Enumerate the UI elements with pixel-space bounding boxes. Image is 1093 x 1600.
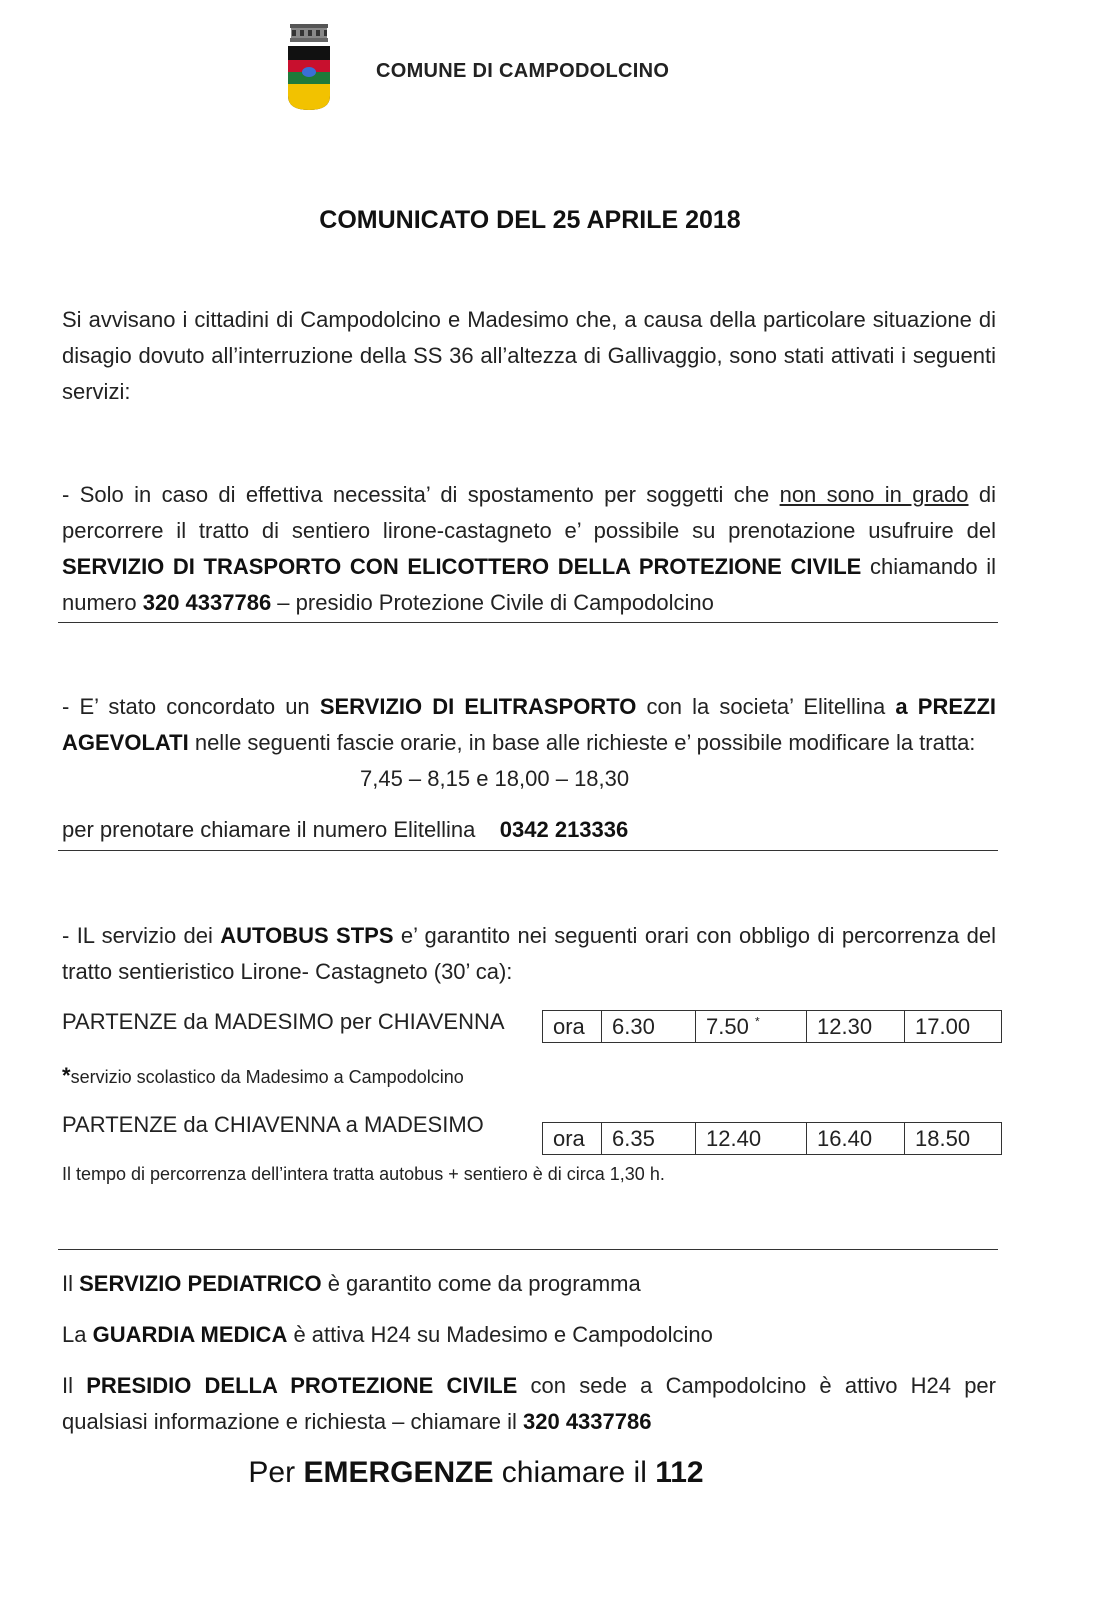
intro-paragraph: Si avvisano i cittadini di Campodolcino e Madesimo che, a causa della particolare situazione di disagio dovuto all’interruzione della SS 36 all’altezza di Gallivaggio, sono stati attivati i seguenti servizi:: [62, 307, 996, 404]
not-able-underline: non sono in grado: [779, 482, 969, 507]
pediatric-service-line: Il SERVIZIO PEDIATRICO è garantito come da programma: [62, 1271, 641, 1296]
emergency-number: 112: [655, 1456, 704, 1489]
elitellina-number: 0342 213336: [499, 817, 629, 842]
comune-name: COMUNE DI CAMPODOLCINO: [376, 60, 670, 82]
helicopter-paragraph: - Solo in caso di effettiva necessita’ di spostamento per soggetti che non sono in grado di percorrere il tratto di sentiero lirone-castagneto e’ possibile su prenotazione usufruire del SERVIZIO DI TRASPORTO CON ELICOTTERO DELLA PROTEZIONE CIVILE chiamando il numero 320 4337786 – presidio Protezione Civile di Campodolcino: [62, 482, 996, 615]
civil-protection-number: 320 4337786: [523, 1409, 652, 1434]
civil-protection-paragraph: Il PRESIDIO DELLA PROTEZIONE CIVILE con sede a Campodolcino è attivo H24 per qualsiasi informazione e richiesta – chiamare il 320 4337786: [62, 1373, 996, 1434]
departures-chiavenna-table: [542, 1122, 1002, 1155]
page-title: COMUNICATO DEL 25 APRILE 2018: [319, 206, 741, 234]
trip-duration-note: Il tempo di percorrenza dell’intera tratta autobus + sentiero è di circa 1,30 h.: [62, 1164, 665, 1184]
divider: [58, 1249, 998, 1250]
protezione-civile-number: 320 4337786: [142, 590, 272, 615]
school-service-footnote: *servizio scolastico da Madesimo a Campodolcino: [62, 1063, 464, 1088]
divider: [58, 622, 998, 623]
divider: [58, 850, 998, 851]
comune-crest-icon: [286, 20, 332, 112]
elitransport-paragraph: - E’ stato concordato un SERVIZIO DI ELITRASPORTO con la societa’ Elitellina a PREZZI AGEVOLATI nelle seguenti fascie orarie, in base alle richieste e’ possibile modificare la tratta:: [62, 694, 997, 755]
table-row: ora 6.30 7.50 * 12.30 17.00: [543, 1011, 1002, 1043]
elitransport-booking: per prenotare chiamare il numero Elitellina 0342 213336: [62, 817, 629, 842]
table-row: ora 6.35 12.40 16.40 18.50: [543, 1123, 1002, 1155]
school-service-mark: *: [754, 1014, 760, 1029]
elitransport-times: 7,45 – 8,15 e 18,00 – 18,30: [360, 766, 630, 791]
departures-madesimo-table: [542, 1010, 1002, 1043]
emergency-line: Per EMERGENZE chiamare il 112: [248, 1456, 704, 1489]
departures-chiavenna-label: PARTENZE da CHIAVENNA a MADESIMO: [62, 1112, 484, 1137]
bus-paragraph: - IL servizio dei AUTOBUS STPS e’ garantito nei seguenti orari con obbligo di percorrenza del tratto sentieristico Lirone- Castagneto (30’ ca):: [62, 923, 996, 984]
medical-guard-line: La GUARDIA MEDICA è attiva H24 su Madesimo e Campodolcino: [62, 1322, 713, 1347]
departures-madesimo-label: PARTENZE da MADESIMO per CHIAVENNA: [62, 1009, 505, 1034]
